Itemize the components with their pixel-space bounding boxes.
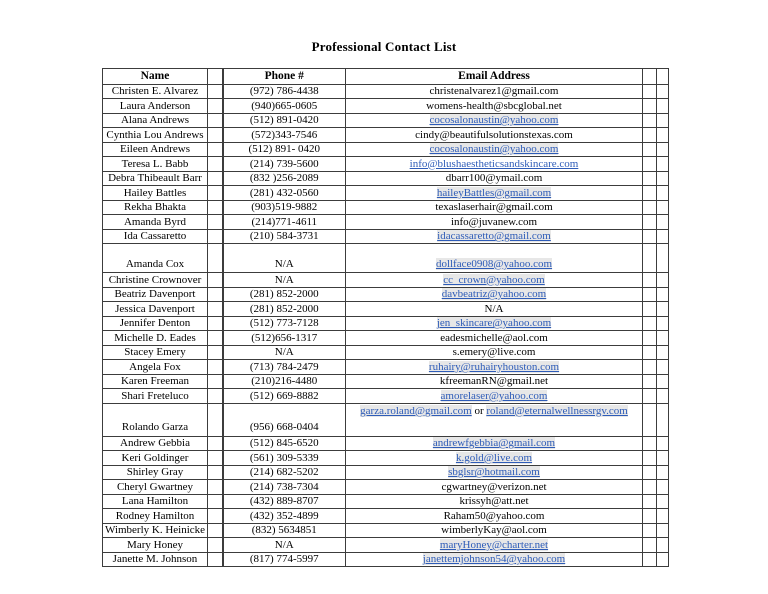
contact-email-cell [346, 287, 643, 302]
spacer-cell [657, 186, 669, 201]
spacer-cell [643, 157, 657, 172]
email-text: dbarr100@ymail.com [445, 172, 543, 185]
table-row [103, 523, 669, 538]
table-row [103, 142, 669, 157]
contact-phone-cell: (512) 891- 0420 [223, 142, 346, 157]
spacer-cell [657, 480, 669, 495]
spacer-cell [643, 451, 657, 466]
spacer-cell [657, 215, 669, 230]
spacer-cell [208, 99, 223, 114]
page-title: Professional Contact List [311, 39, 457, 54]
table-row [103, 552, 669, 567]
table-row [103, 229, 669, 244]
spacer-cell [208, 360, 223, 375]
contact-phone-cell: (713) 784-2479 [223, 360, 346, 375]
spacer-cell [208, 331, 223, 346]
spacer-cell [657, 84, 669, 99]
contact-phone-cell: (903)519-9882 [223, 200, 346, 215]
contact-email-cell [346, 465, 643, 480]
email-text: wimberlyKay@aol.com [441, 524, 547, 537]
spacer-cell [657, 538, 669, 553]
contact-email-cell [346, 316, 643, 331]
spacer-cell [657, 389, 669, 404]
spacer-cell [643, 316, 657, 331]
table-row [103, 451, 669, 466]
contact-email-cell [346, 374, 643, 389]
table-row [103, 287, 669, 302]
contact-email-cell [346, 244, 643, 273]
contact-name-cell: Shari Freteluco [103, 389, 208, 404]
table-row [103, 494, 669, 509]
contact-phone-cell: (512)656-1317 [223, 331, 346, 346]
spacer-cell [643, 273, 657, 288]
spacer-cell [657, 171, 669, 186]
spacer-cell [643, 360, 657, 375]
contact-name-cell: Andrew Gebbia [103, 436, 208, 451]
email-text: kfreemanRN@gmail.net [439, 375, 549, 388]
table-row [103, 244, 669, 273]
header-row [103, 69, 669, 85]
contact-email-cell [346, 200, 643, 215]
email-text: N/A [484, 302, 504, 315]
contact-table [102, 68, 669, 567]
contact-email-cell [346, 538, 643, 553]
spacer-column-left [208, 69, 223, 85]
spacer-cell [643, 374, 657, 389]
email-text: womens-health@sbcglobal.net [426, 99, 562, 112]
table-row [103, 509, 669, 524]
table-row [103, 186, 669, 201]
table-row [103, 157, 669, 172]
contact-name-cell: Jennifer Denton [103, 316, 208, 331]
spacer-cell [643, 436, 657, 451]
spacer-cell [208, 287, 223, 302]
table-row [103, 374, 669, 389]
contact-name-cell: Rolando Garza [103, 403, 208, 436]
contact-email-cell [346, 509, 643, 524]
contact-phone-cell: (512) 773-7128 [223, 316, 346, 331]
table-row [103, 113, 669, 128]
contact-phone-cell: (432) 889-8707 [223, 494, 346, 509]
contact-name-cell: Amanda Byrd [103, 215, 208, 230]
spacer-cell [208, 171, 223, 186]
spacer-cell [208, 244, 223, 273]
email-link[interactable]: maryHoney@charter.net [439, 538, 549, 551]
spacer-cell [657, 273, 669, 288]
spacer-cell [208, 84, 223, 99]
contact-phone-cell: (512) 845-6520 [223, 436, 346, 451]
spacer-cell [208, 302, 223, 317]
contact-name-cell: Cheryl Gwartney [103, 480, 208, 495]
spacer-cell [208, 538, 223, 553]
contact-phone-cell: (281) 432-0560 [223, 186, 346, 201]
spacer-cell [643, 552, 657, 567]
contact-name-cell: Amanda Cox [103, 244, 208, 273]
spacer-cell [208, 215, 223, 230]
contact-email-cell [346, 523, 643, 538]
spacer-cell [208, 509, 223, 524]
contact-email-cell [346, 113, 643, 128]
spacer-cell [208, 552, 223, 567]
email-link[interactable]: idacassaretto@gmail.com [437, 230, 551, 243]
email-link[interactable]: jen_skincare@yahoo.com [436, 317, 552, 330]
email-text: krissyh@att.net [459, 495, 529, 508]
spacer-cell [657, 465, 669, 480]
contact-email-cell [346, 157, 643, 172]
contact-phone-cell: (940)665-0605 [223, 99, 346, 114]
contact-name-cell: Mary Honey [103, 538, 208, 553]
table-row [103, 403, 669, 436]
email-text: info@juvanew.com [450, 215, 538, 228]
contact-name-cell: Debra Thibeault Barr [103, 171, 208, 186]
contact-name-cell: Laura Anderson [103, 99, 208, 114]
table-row [103, 200, 669, 215]
contact-phone-cell: N/A [223, 538, 346, 553]
spacer-cell [643, 215, 657, 230]
email-text: s.emery@live.com [452, 346, 536, 359]
contact-email-cell [346, 142, 643, 157]
spacer-cell [657, 345, 669, 360]
spacer-cell [643, 538, 657, 553]
email-text: cindy@beautifulsolutionstexas.com [415, 128, 573, 141]
contact-name-cell: Hailey Battles [103, 186, 208, 201]
table-row [103, 345, 669, 360]
email-link[interactable]: info@blushaestheticsandskincare.com [409, 157, 579, 170]
spacer-cell [657, 287, 669, 302]
email-text: christenalvarez1@gmail.com [429, 85, 559, 98]
contact-email-cell [346, 403, 643, 436]
contact-phone-cell: N/A [223, 273, 346, 288]
spacer-cell [208, 345, 223, 360]
email-link[interactable]: cocosalonaustin@yahoo.com [429, 114, 559, 127]
contact-email-cell [346, 494, 643, 509]
contact-phone-cell: (817) 774-5997 [223, 552, 346, 567]
spacer-cell [643, 523, 657, 538]
spacer-cell [657, 374, 669, 389]
contact-name-cell: Angela Fox [103, 360, 208, 375]
spacer-cell [643, 494, 657, 509]
email-text: texaslaserhair@gmail.com [435, 201, 553, 214]
table-row [103, 389, 669, 404]
contact-email-cell [346, 99, 643, 114]
contact-phone-cell: (281) 852-2000 [223, 302, 346, 317]
spacer-cell [643, 84, 657, 99]
spacer-cell [208, 480, 223, 495]
contact-name-cell: Teresa L. Babb [103, 157, 208, 172]
contact-phone-cell: (214) 738-7304 [223, 480, 346, 495]
table-row [103, 436, 669, 451]
table-row [103, 331, 669, 346]
column-header-phone: Phone # [223, 69, 346, 85]
email-link[interactable]: roland@eternalwellnessrgv.com [486, 404, 628, 417]
spacer-cell [643, 171, 657, 186]
contact-email-cell [346, 436, 643, 451]
email-text: Raham50@yahoo.com [443, 509, 545, 522]
spacer-cell [643, 113, 657, 128]
column-header-email: Email Address [346, 69, 643, 85]
spacer-cell [208, 200, 223, 215]
spacer-cell [657, 244, 669, 273]
spacer-cell [643, 99, 657, 114]
table-row [103, 480, 669, 495]
spacer-cell [657, 229, 669, 244]
table-row [103, 273, 669, 288]
email-link[interactable]: amorelaser@yahoo.com [440, 389, 548, 402]
spacer-cell [657, 128, 669, 143]
email-link[interactable]: k.gold@live.com [455, 451, 533, 464]
spacer-cell [208, 465, 223, 480]
contact-phone-cell: (210)216-4480 [223, 374, 346, 389]
contact-name-cell: Beatriz Davenport [103, 287, 208, 302]
email-link[interactable]: haileyBattles@gmail.com [436, 186, 552, 199]
spacer-cell [657, 509, 669, 524]
contact-name-cell: Shirley Gray [103, 465, 208, 480]
contact-phone-cell: (281) 852-2000 [223, 287, 346, 302]
contact-name-cell: Wimberly K. Heinicke [103, 523, 208, 538]
contact-phone-cell: (214)771-4611 [223, 215, 346, 230]
spacer-cell [643, 200, 657, 215]
email-text: or [471, 404, 487, 417]
spacer-cell [208, 451, 223, 466]
email-link[interactable]: ruhairy@ruhairyhouston.com [428, 360, 560, 373]
spacer-cell [657, 451, 669, 466]
email-link[interactable]: dollface0908@yahoo.com [435, 257, 553, 270]
contact-phone-cell: (432) 352-4899 [223, 509, 346, 524]
spacer-cell [208, 316, 223, 331]
contact-phone-cell: (832) 5634851 [223, 523, 346, 538]
spacer-cell [643, 229, 657, 244]
contact-email-cell [346, 345, 643, 360]
spacer-cell [657, 113, 669, 128]
spacer-cell [643, 302, 657, 317]
spacer-cell [657, 494, 669, 509]
contact-email-cell [346, 171, 643, 186]
table-row [103, 84, 669, 99]
spacer-cell [208, 389, 223, 404]
contact-phone-cell: N/A [223, 345, 346, 360]
contact-name-cell: Ida Cassaretto [103, 229, 208, 244]
contact-name-cell: Stacey Emery [103, 345, 208, 360]
contact-name-cell: Rekha Bhakta [103, 200, 208, 215]
contact-name-cell: Cynthia Lou Andrews [103, 128, 208, 143]
table-row [103, 465, 669, 480]
contact-name-cell: Karen Freeman [103, 374, 208, 389]
contact-name-cell: Jessica Davenport [103, 302, 208, 317]
spacer-cell [643, 465, 657, 480]
email-link[interactable]: davbeatriz@yahoo.com [441, 288, 547, 301]
contact-email-cell [346, 186, 643, 201]
spacer-cell [643, 480, 657, 495]
contact-email-cell [346, 480, 643, 495]
spacer-column-right-1 [643, 69, 657, 85]
contact-phone-cell: (572)343-7546 [223, 128, 346, 143]
spacer-cell [208, 374, 223, 389]
spacer-cell [643, 331, 657, 346]
email-link[interactable]: garza.roland@gmail.com [360, 404, 472, 417]
table-row [103, 360, 669, 375]
spacer-cell [643, 509, 657, 524]
spacer-cell [208, 128, 223, 143]
spacer-cell [657, 99, 669, 114]
spacer-cell [643, 244, 657, 273]
table-row [103, 302, 669, 317]
spacer-cell [643, 186, 657, 201]
table-row [103, 171, 669, 186]
contact-email-cell [346, 552, 643, 567]
contact-email-cell [346, 302, 643, 317]
contact-email-cell [346, 84, 643, 99]
email-link[interactable]: sbglsr@hotmail.com [448, 466, 540, 479]
table-row [103, 128, 669, 143]
email-text: eadesmichelle@aol.com [440, 331, 548, 344]
spacer-cell [657, 142, 669, 157]
spacer-cell [208, 273, 223, 288]
spacer-cell [657, 436, 669, 451]
contact-name-cell: Keri Goldinger [103, 451, 208, 466]
spacer-cell [208, 494, 223, 509]
spacer-cell [208, 157, 223, 172]
contact-name-cell: Michelle D. Eades [103, 331, 208, 346]
contact-phone-cell: (972) 786-4438 [223, 84, 346, 99]
email-text: cgwartney@verizon.net [441, 480, 547, 493]
contact-name-cell: Lana Hamilton [103, 494, 208, 509]
contact-email-cell [346, 273, 643, 288]
email-link[interactable]: cc_crown@yahoo.com [443, 273, 545, 286]
contact-name-cell: Janette M. Johnson [103, 552, 208, 567]
table-row [103, 99, 669, 114]
contact-phone-cell: (214) 739-5600 [223, 157, 346, 172]
email-link[interactable]: andrewfgebbia@gmail.com [432, 437, 556, 450]
spacer-cell [208, 142, 223, 157]
spacer-cell [643, 128, 657, 143]
spacer-cell [657, 157, 669, 172]
spacer-cell [657, 331, 669, 346]
contact-phone-cell: (956) 668-0404 [223, 403, 346, 436]
contact-name-cell: Rodney Hamilton [103, 509, 208, 524]
spacer-cell [657, 403, 669, 436]
table-row [103, 316, 669, 331]
contact-email-cell [346, 229, 643, 244]
spacer-cell [643, 403, 657, 436]
spacer-cell [657, 523, 669, 538]
contact-email-cell [346, 128, 643, 143]
spacer-cell [657, 200, 669, 215]
spacer-column-right-2 [657, 69, 669, 85]
spacer-cell [643, 345, 657, 360]
spacer-cell [208, 186, 223, 201]
contact-name-cell: Christine Crownover [103, 273, 208, 288]
contact-phone-cell: (214) 682-5202 [223, 465, 346, 480]
contact-name-cell: Christen E. Alvarez [103, 84, 208, 99]
spacer-cell [643, 389, 657, 404]
contact-phone-cell: (832 )256-2089 [223, 171, 346, 186]
contact-phone-cell: N/A [223, 244, 346, 273]
table-row [103, 538, 669, 553]
contact-email-cell [346, 389, 643, 404]
spacer-cell [208, 229, 223, 244]
spacer-cell [657, 316, 669, 331]
spacer-cell [657, 302, 669, 317]
contact-name-cell: Alana Andrews [103, 113, 208, 128]
email-link[interactable]: janettemjohnson54@yahoo.com [422, 553, 566, 566]
spacer-cell [208, 403, 223, 436]
column-header-name: Name [103, 69, 208, 85]
spacer-cell [208, 436, 223, 451]
table-row [103, 215, 669, 230]
contact-phone-cell: (561) 309-5339 [223, 451, 346, 466]
contact-phone-cell: (210) 584-3731 [223, 229, 346, 244]
spacer-cell [208, 523, 223, 538]
contact-email-cell [346, 215, 643, 230]
spacer-cell [643, 142, 657, 157]
contact-phone-cell: (512) 891-0420 [223, 113, 346, 128]
email-link[interactable]: cocosalonaustin@yahoo.com [429, 143, 559, 156]
contact-email-cell [346, 331, 643, 346]
spacer-cell [643, 287, 657, 302]
spacer-cell [657, 552, 669, 567]
contact-rows [103, 84, 669, 567]
contact-phone-cell: (512) 669-8882 [223, 389, 346, 404]
contact-name-cell: Eileen Andrews [103, 142, 208, 157]
spacer-cell [208, 113, 223, 128]
spacer-cell [657, 360, 669, 375]
contact-email-cell [346, 360, 643, 375]
contact-email-cell [346, 451, 643, 466]
